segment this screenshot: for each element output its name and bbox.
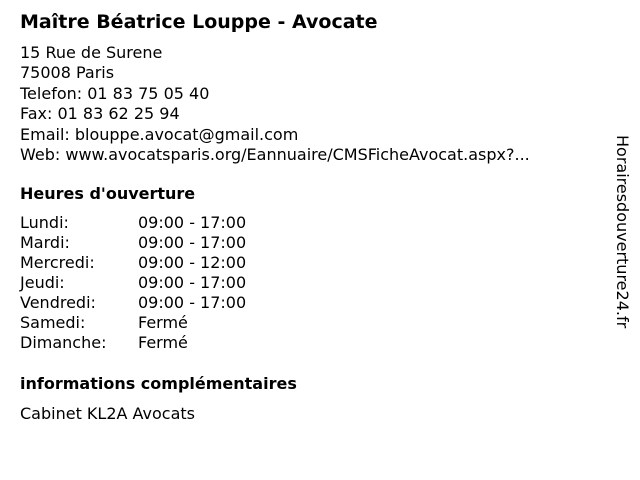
hours-row-thursday <box>20 273 246 293</box>
additional-info-text: Cabinet KL2A Avocats <box>20 404 196 423</box>
city-line: 75008 Paris <box>20 63 115 83</box>
time-value: 09:00 - 17:00 <box>138 233 247 252</box>
hours-row-tuesday <box>20 233 246 253</box>
opening-hours-heading: Heures d'ouverture <box>20 184 196 203</box>
day-label: Mercredi: <box>20 253 95 272</box>
time-value: 09:00 - 12:00 <box>138 253 247 272</box>
hours-row-sunday <box>20 333 246 353</box>
day-label: Jeudi: <box>20 273 65 292</box>
additional-info-heading: informations complémentaires <box>20 374 297 393</box>
day-label: Mardi: <box>20 233 70 252</box>
email-line: Email: blouppe.avocat@gmail.com <box>20 124 299 144</box>
time-value: Fermé <box>138 313 188 332</box>
fax-line: Fax: 01 83 62 25 94 <box>20 104 180 124</box>
brand-watermark: Horairesdouverture24.fr <box>613 135 632 329</box>
day-label: Dimanche: <box>20 333 107 352</box>
street-line: 15 Rue de Surene <box>20 43 163 62</box>
phone-line: Telefon: 01 83 75 05 40 <box>20 83 210 103</box>
opening-hours-table <box>20 213 246 353</box>
page-title: Maître Béatrice Louppe - Avocate <box>20 11 378 33</box>
time-value: Fermé <box>138 333 188 352</box>
time-value: 09:00 - 17:00 <box>138 293 247 312</box>
day-label: Lundi: <box>20 213 69 232</box>
address-block <box>20 43 530 165</box>
day-label: Vendredi: <box>20 293 96 312</box>
web-line: Web: www.avocatsparis.org/Eannuaire/CMSFicheAvocat.aspx?... <box>20 144 530 164</box>
hours-row-monday <box>20 213 246 233</box>
hours-row-friday <box>20 293 246 313</box>
hours-row-wednesday <box>20 253 246 273</box>
day-label: Samedi: <box>20 313 86 332</box>
hours-row-saturday <box>20 313 246 333</box>
time-value: 09:00 - 17:00 <box>138 273 247 292</box>
time-value: 09:00 - 17:00 <box>138 213 247 232</box>
